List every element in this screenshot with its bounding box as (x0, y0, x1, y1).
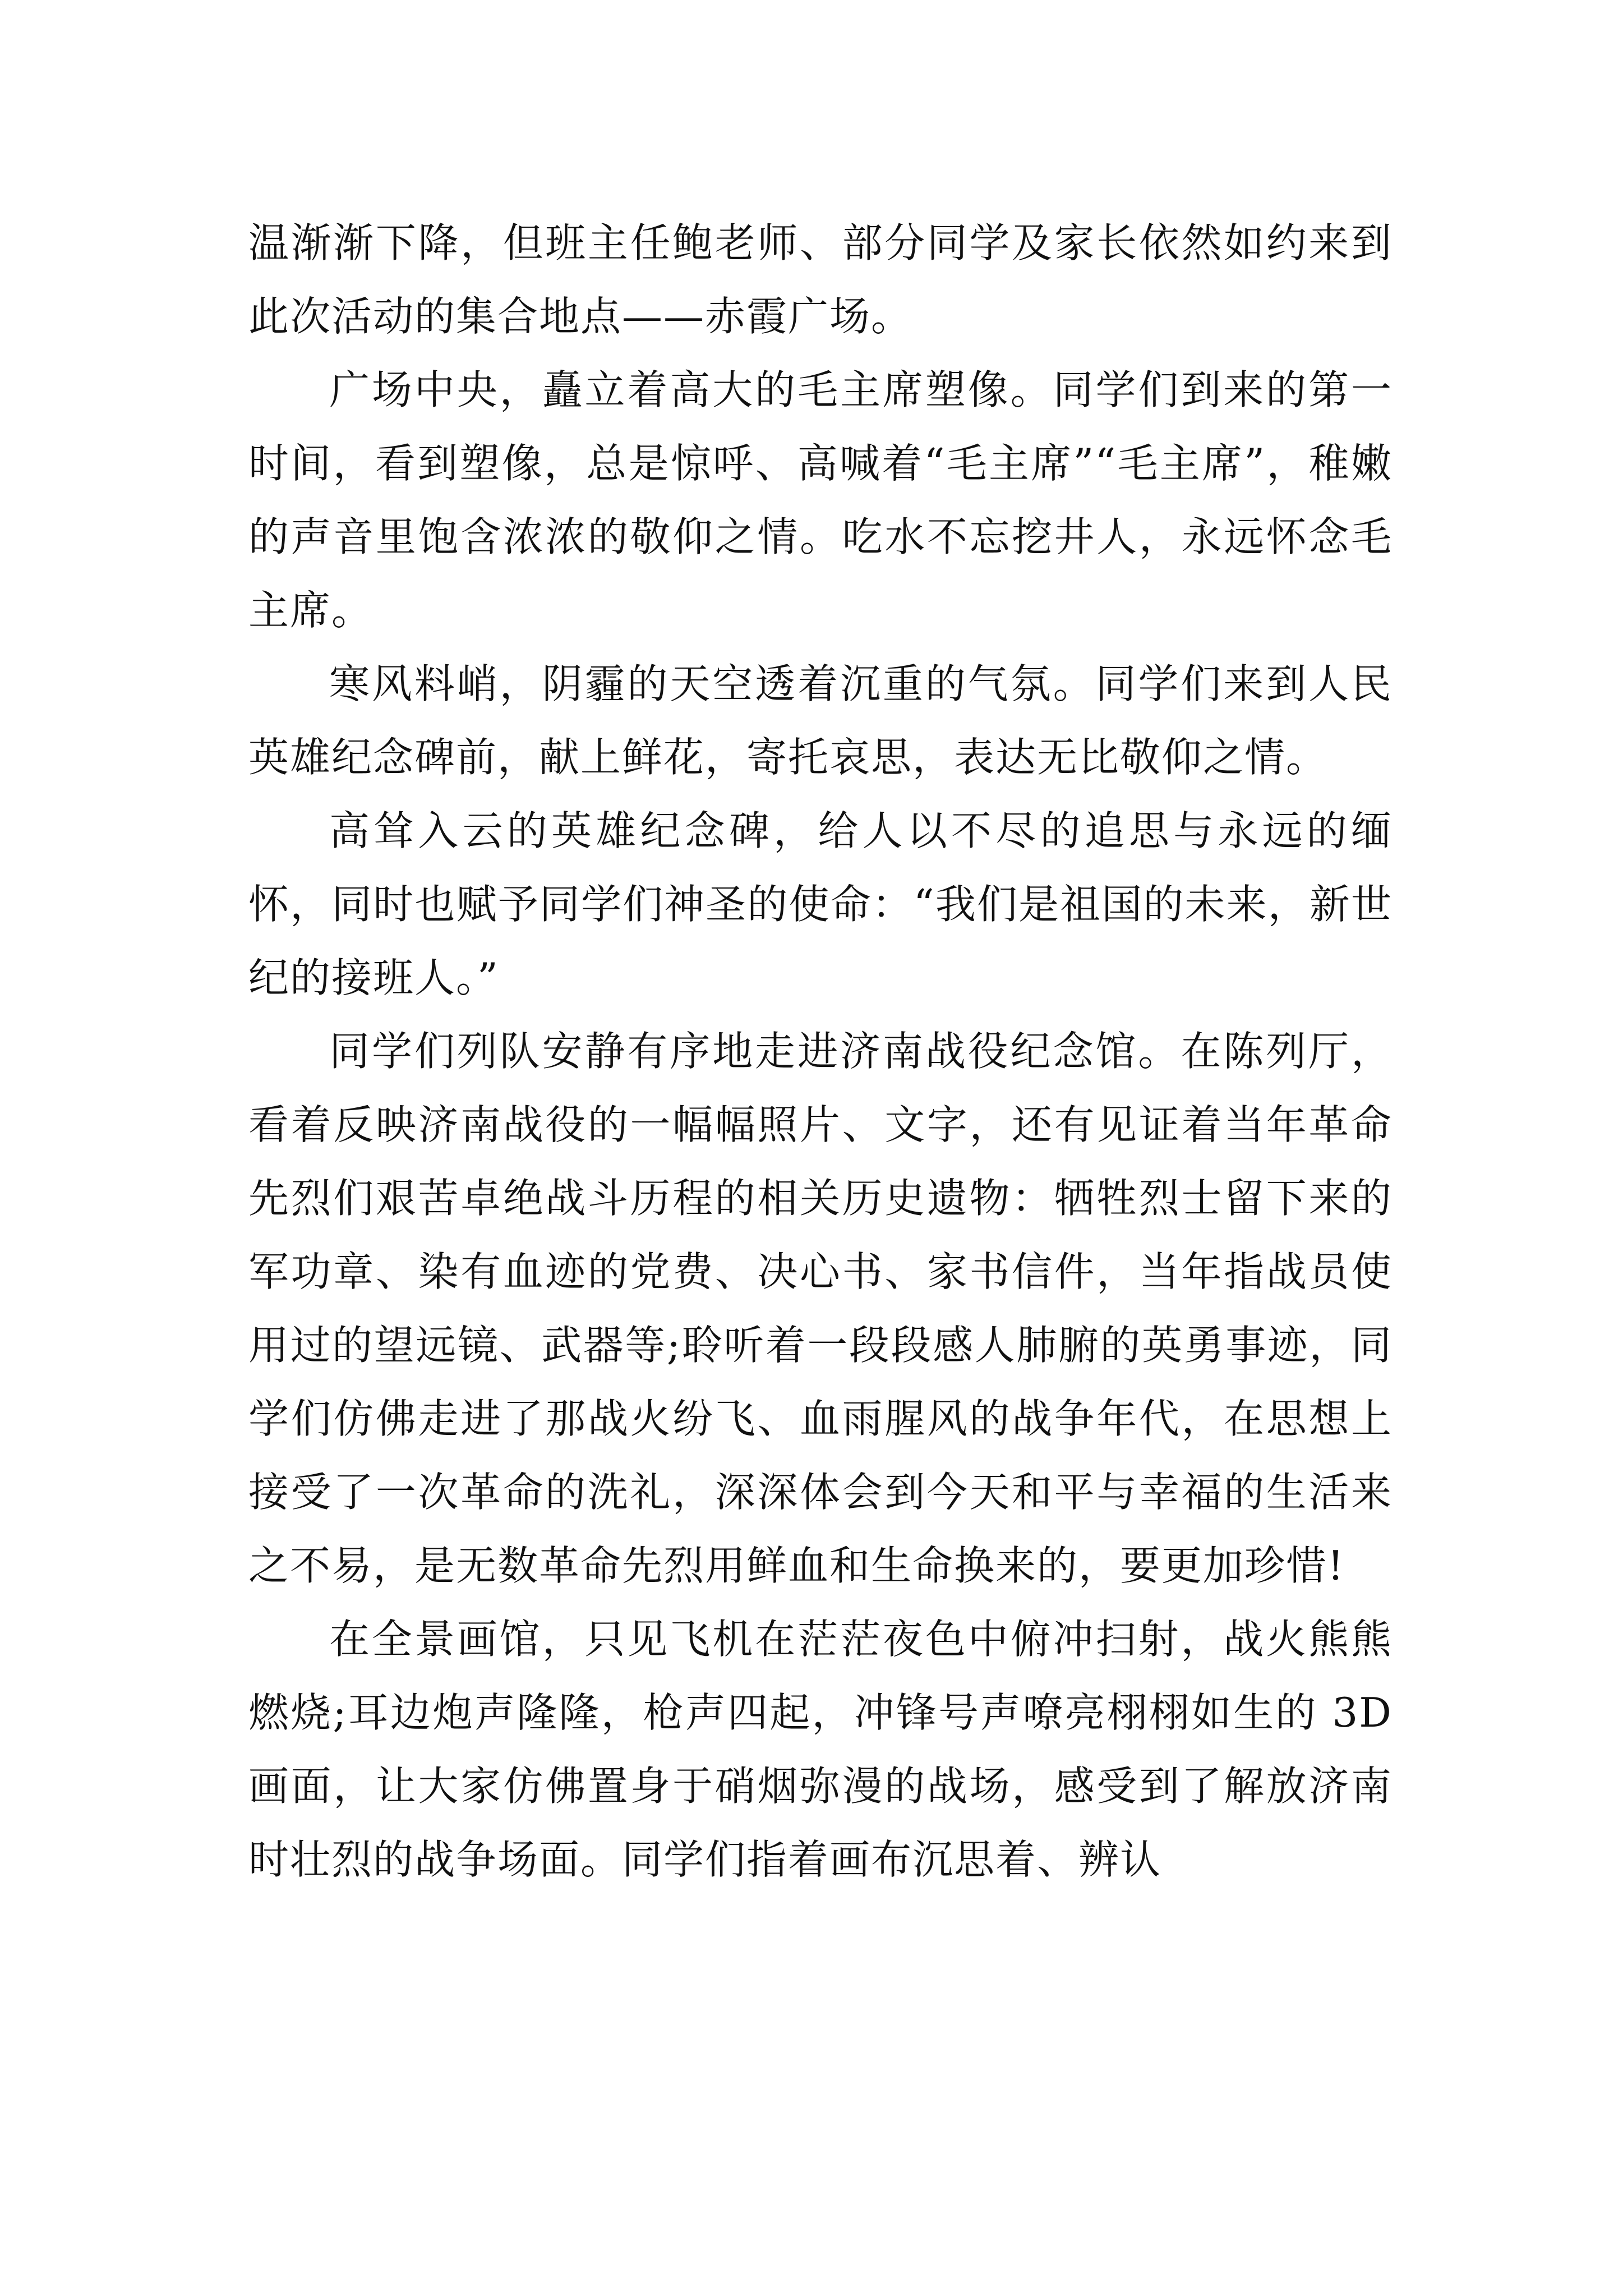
document-body (248, 206, 1393, 1897)
paragraph-monument-mission: 高耸入云的英雄纪念碑，给人以不尽的追思与永远的缅怀，同时也赋予同学们神圣的使命：“我们是祖国的未来，新世纪的接班人。” (248, 807, 1393, 1001)
paragraph-chairman-statue: 广场中央，矗立着高大的毛主席塑像。同学们到来的第一时间，看到塑像，总是惊呼、高喊着“毛主席”“毛主席”，稚嫩的声音里饱含浓浓的敬仰之情。吃水不忘挖井人，永远怀念毛主席。 (248, 366, 1393, 634)
paragraph-continuation: 温渐渐下降，但班主任鲍老师、部分同学及家长依然如约来到此次活动的集合地点——赤霞广场。 (248, 219, 1393, 340)
paragraph-panorama-hall: 在全景画馆，只见飞机在茫茫夜色中俯冲扫射，战火熊熊燃烧;耳边炮声隆隆，枪声四起，冲锋号声嘹亮栩栩如生的 3D 画面，让大家仿佛置身于硝烟弥漫的战场，感受到了解放济南时壮烈的战争场面。同学们指着画布沉思着、辨认 (248, 1616, 1393, 1883)
paragraph-memorial-hall: 同学们列队安静有序地走进济南战役纪念馆。在陈列厅，看着反映济南战役的一幅幅照片、文字，还有见证着当年革命先烈们艰苦卓绝战斗历程的相关历史遗物：牺牲烈士留下来的军功章、染有血迹的党费、决心书、家书信件，当年指战员使用过的望远镜、武器等;聆听着一段段感人肺腑的英勇事迹，同学们仿佛走进了那战火纷飞、血雨腥风的战争年代，在思想上接受了一次革命的洗礼，深深体会到今天和平与幸福的生活来之不易，是无数革命先烈用鲜血和生命换来的，要更加珍惜! (248, 1028, 1393, 1589)
paragraph-monument-tribute: 寒风料峭，阴霾的天空透着沉重的气氛。同学们来到人民英雄纪念碑前，献上鲜花，寄托哀思，表达无比敬仰之情。 (248, 660, 1393, 781)
